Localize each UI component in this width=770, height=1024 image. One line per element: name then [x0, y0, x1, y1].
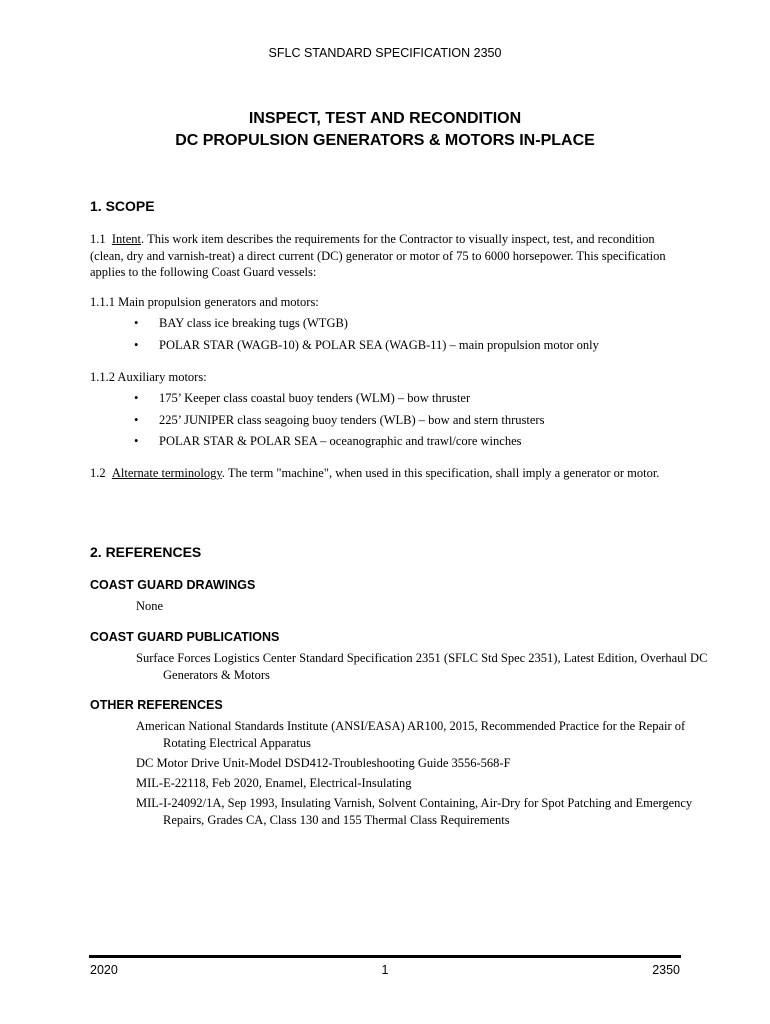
- auxiliary-motors-label: 1.1.2 Auxiliary motors:: [90, 370, 207, 384]
- intent-text: . This work item describes the requirements for the Contractor to visually inspect, test, and recondition (clean, dry and varnish-treat) a direct current (DC) generator or motor of 75 to 6000 horsepower. This specification applies to the following Coast Guard vessels:: [90, 232, 666, 279]
- page-header: SFLC STANDARD SPECIFICATION 2350: [268, 46, 502, 60]
- list-item: • POLAR STAR (WAGB-10) & POLAR SEA (WAGB-11) – main propulsion motor only: [134, 335, 599, 357]
- intent-number: 1.1: [90, 232, 106, 246]
- title-line-1: INSPECT, TEST AND RECONDITION: [248, 110, 522, 127]
- main-propulsion-list: [134, 313, 599, 356]
- alt-label: Alternate terminology: [111, 466, 222, 480]
- publications-heading: COAST GUARD PUBLICATIONS: [90, 630, 280, 644]
- footer-spec-number: 2350: [652, 963, 680, 977]
- alt-number: 1.2: [90, 466, 106, 480]
- scope-heading: 1. SCOPE: [90, 198, 155, 214]
- reference-item: American National Standards Institute (ANSI/EASA) AR100, 2015, Recommended Practice for the Repair of Rotating Electrical Apparatus: [136, 719, 686, 750]
- reference-item: MIL-E-22118, Feb 2020, Enamel, Electrical-Insulating: [136, 776, 412, 790]
- intent-label: Intent: [111, 232, 142, 246]
- title-line-2: DC PROPULSION GENERATORS & MOTORS IN-PLACE: [175, 132, 595, 149]
- list-item: • 175’ Keeper class coastal buoy tenders (WLM) – bow thruster: [134, 388, 544, 410]
- alt-text: . The term "machine", when used in this specification, shall imply a generator or motor.: [221, 466, 660, 480]
- references-heading: 2. REFERENCES: [90, 544, 202, 560]
- other-references-heading: OTHER REFERENCES: [90, 698, 223, 712]
- main-propulsion-label: 1.1.1 Main propulsion generators and motors:: [90, 295, 319, 309]
- reference-item: Surface Forces Logistics Center Standard Specification 2351 (SFLC Std Spec 2351), Latest Edition, Overhaul DC Generators & Motors: [136, 651, 708, 682]
- reference-item: MIL-I-24092/1A, Sep 1993, Insulating Varnish, Solvent Containing, Air-Dry for Spot Patching and Emergency Repairs, Grades CA, Class 130 and 155 Thermal Class Requirements: [136, 796, 693, 827]
- auxiliary-motors-list: [134, 388, 544, 453]
- alternate-terminology-paragraph: [90, 465, 680, 482]
- reference-item: None: [136, 599, 164, 613]
- footer-year: 2020: [90, 963, 118, 977]
- page-number: 1: [381, 963, 389, 977]
- document-title: [0, 108, 770, 152]
- list-item: • POLAR STAR & POLAR SEA – oceanographic and trawl/core winches: [134, 431, 544, 453]
- list-item: • BAY class ice breaking tugs (WTGB): [134, 313, 599, 335]
- intent-paragraph: [90, 231, 680, 281]
- drawings-heading: COAST GUARD DRAWINGS: [90, 578, 256, 592]
- list-item: • 225’ JUNIPER class seagoing buoy tenders (WLB) – bow and stern thrusters: [134, 410, 544, 432]
- reference-item: DC Motor Drive Unit-Model DSD412-Troubleshooting Guide 3556-568-F: [136, 756, 511, 770]
- footer-divider: [89, 955, 681, 958]
